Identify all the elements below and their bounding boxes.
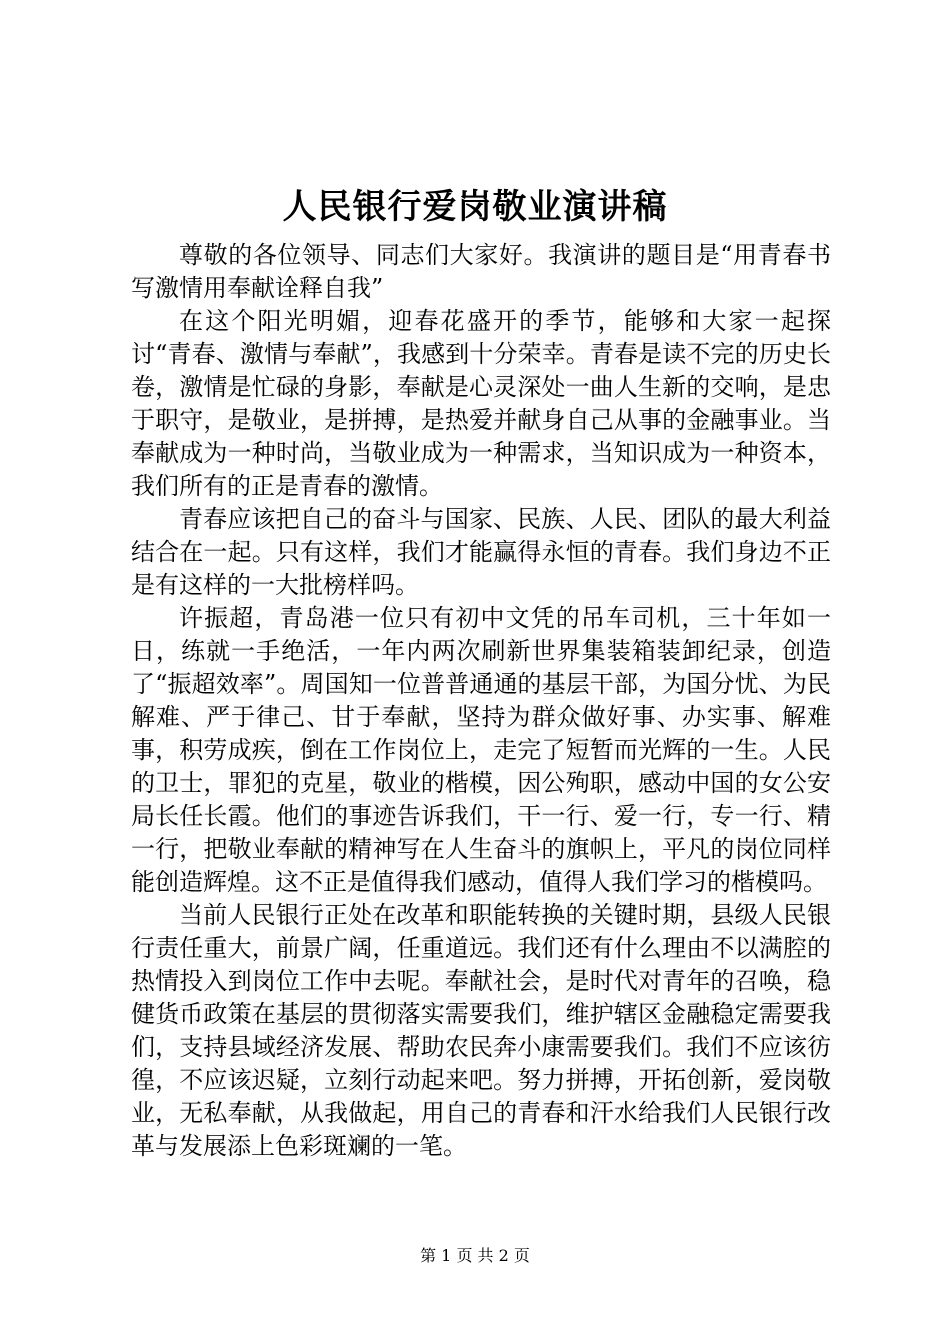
paragraph-youth-passion: 在这个阳光明媚，迎春花盛开的季节，能够和大家一起探讨“青春、激情与奉献”，我感到十分荣幸。青春是读不完的历史长卷，激情是忙碌的身影，奉献是心灵深处一曲人生新的交响，是忠于职守，是敬业，是拼搏，是热爱并献身自己从事的金融事业。当奉献成为一种时尚，当敬业成为一种需求，当知识成为一种资本，我们所有的正是青春的激情。 — [131, 307, 831, 500]
paragraph-role-models: 青春应该把自己的奋斗与国家、民族、人民、团队的最大利益结合在一起。只有这样，我们才能赢得永恒的青春。我们身边不正是有这样的一大批榜样吗。 — [131, 505, 831, 599]
document-body — [131, 239, 831, 1163]
paragraph-call-to-action: 当前人民银行正处在改革和职能转换的关键时期，县级人民银行责任重大，前景广阔，任重道远。我们还有什么理由不以满腔的热情投入到岗位工作中去呢。奉献社会，是时代对青年的召唤，稳健货币政策在基层的贯彻落实需要我们，维护辖区金融稳定需要我们，支持县域经济发展、帮助农民奔小康需要我们。我们不应该彷徨，不应该迟疑，立刻行动起来吧。努力拼搏，开拓创新，爱岗敬业，无私奉献，从我做起，用自己的青春和汗水给我们人民银行改革与发展添上色彩斑斓的一笔。 — [131, 901, 831, 1160]
page-number-footer: 第 1 页 共 2 页 — [420, 1246, 530, 1265]
paragraph-greeting: 尊敬的各位领导、同志们大家好。我演讲的题目是“用青春书写激情用奉献诠释自我” — [131, 241, 831, 302]
paragraph-examples: 许振超，青岛港一位只有初中文凭的吊车司机，三十年如一日，练就一手绝活，一年内两次刷新世界集装箱装卸纪录，创造了“振超效率”。周国知一位普普通通的基层干部，为国分忧、为民解难、严于律己、甘于奉献，坚持为群众做好事、办实事、解难事，积劳成疾，倒在工作岗位上，走完了短暂而光辉的一生。人民的卫士，罪犯的克星，敬业的楷模，因公殉职，感动中国的女公安局长任长霞。他们的事迹告诉我们，干一行、爱一行，专一行、精一行，把敬业奉献的精神写在人生奋斗的旗帜上，平凡的岗位同样能创造辉煌。这不正是值得我们感动，值得人我们学习的楷模吗。 — [131, 604, 831, 896]
document-title: 人民银行爱岗敬业演讲稿 — [282, 187, 668, 227]
